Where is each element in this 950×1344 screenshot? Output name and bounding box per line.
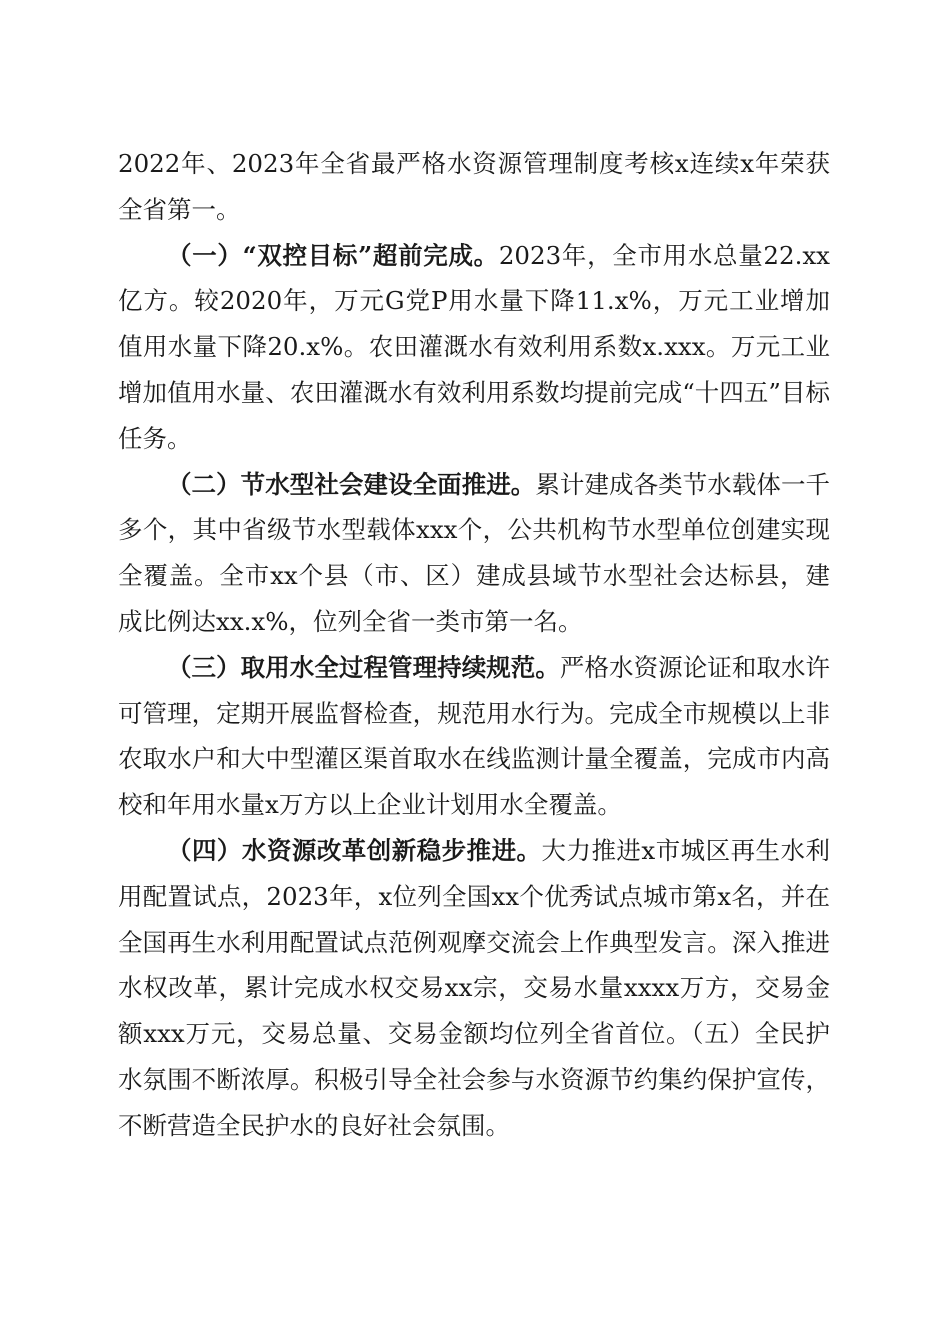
section-paragraph-1 xyxy=(118,233,830,462)
section-heading-3: （三）取用水全过程管理持续规范。 xyxy=(167,652,560,682)
section-heading-1: （一）“双控目标”超前完成。 xyxy=(167,240,499,270)
document-body xyxy=(118,141,830,1149)
section-body-1: 2023年，全市用水总量22.xx亿方。较2020年，万元G党P用水量下降11.x%，万元工业增加值用水量下降20.x%。农田灌溉水有效利用系数x.xxx。万元工业增加值用水量、农田灌溉水有效利用系数均提前完成“十四五”目标任务。 xyxy=(118,240,830,453)
section-heading-4: （四）水资源改革创新稳步推进。 xyxy=(167,835,542,865)
intro-paragraph: 2022年、2023年全省最严格水资源管理制度考核x连续x年荣获全省第一。 xyxy=(118,149,830,224)
section-paragraph-2 xyxy=(118,462,830,645)
section-paragraph-4 xyxy=(118,828,830,1149)
section-paragraph-3 xyxy=(118,645,830,828)
section-body-4: 大力推进x市城区再生水利用配置试点，2023年，x位列全国xx个优秀试点城市第x名，并在全国再生水利用配置试点范例观摩交流会上作典型发言。深入推进水权改革，累计完成水权交易xx宗，交易水量xxxx万方，交易金额xxx万元，交易总量、交易金额均位列全省首位。（五）全民护水氛围不断浓厚。积极引导全社会参与水资源节约集约保护宣传，不断营造全民护水的良好社会氛围。 xyxy=(118,835,830,1140)
section-heading-2: （二）节水型社会建设全面推进。 xyxy=(167,469,536,499)
section-body-3: 严格水资源论证和取水许可管理，定期开展监督检查，规范用水行为。完成全市规模以上非农取水户和大中型灌区渠首取水在线监测计量全覆盖，完成市内高校和年用水量x万方以上企业计划用水全覆盖。 xyxy=(118,652,830,820)
section-body-2: 累计建成各类节水载体一千多个，其中省级节水型载体xxx个，公共机构节水型单位创建实现全覆盖。全市xx个县（市、区）建成县域节水型社会达标县，建成比例达xx.x%，位列全省一类市第一名。 xyxy=(118,469,831,636)
